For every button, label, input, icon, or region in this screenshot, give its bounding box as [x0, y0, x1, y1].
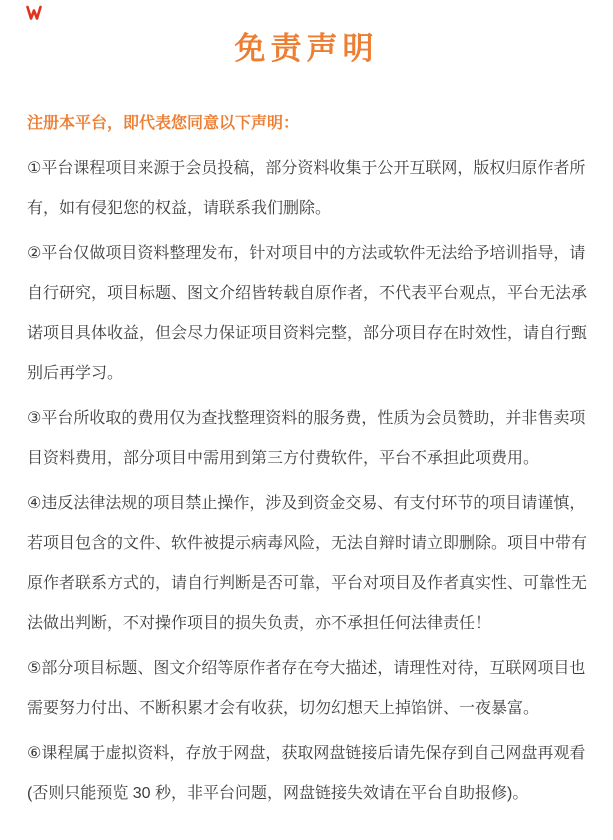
disclaimer-paragraph-2: ②平台仅做项目资料整理发布，针对项目中的方法或软件无法给予培训指导，请自行研究，项目标题、图文介绍皆转载自原作者，不代表平台观点，平台无法承诺项目具体收益，但会尽力保证项目资料完整，部分项目存在时效性，请自行甄别后再学习。: [27, 245, 588, 382]
red-logo-icon: [26, 5, 42, 21]
page-title: 免责声明: [234, 31, 379, 66]
disclaimer-paragraph-3: ③平台所收取的费用仅为查找整理资料的服务费，性质为会员赞助，并非售卖项目资料费用，部分项目中需用到第三方付费软件，平台不承担此项费用。: [27, 410, 586, 467]
disclaimer-paragraph-5: ⑤部分项目标题、图文介绍等原作者存在夸大描述，请理性对待，互联网项目也需要努力付出、不断积累才会有收获，切勿幻想天上掉馅饼、一夜暴富。: [27, 660, 586, 717]
disclaimer-paragraph-4: ④违反法律法规的项目禁止操作，涉及到资金交易、有支付环节的项目请谨慎，若项目包含的文件、软件被提示病毒风险，无法自辩时请立即删除。项目中带有原作者联系方式的，请自行判断是否可靠，平台对项目及作者真实性、可靠性无法做出判断，不对操作项目的损失负责，亦不承担任何法律责任！: [27, 495, 588, 632]
disclaimer-paragraph-6: ⑥课程属于虚拟资料，存放于网盘，获取网盘链接后请先保存到自己网盘再观看(否则只能预览 30 秒，非平台问题，网盘链接失效请在平台自助报修)。: [27, 745, 586, 802]
disclaimer-body: [27, 104, 589, 814]
disclaimer-paragraph-1: ①平台课程项目来源于会员投稿，部分资料收集于公开互联网，版权归原作者所有，如有侵犯您的权益，请联系我们删除。: [27, 160, 586, 217]
disclaimer-intro: 注册本平台，即代表您同意以下声明：: [27, 115, 300, 132]
